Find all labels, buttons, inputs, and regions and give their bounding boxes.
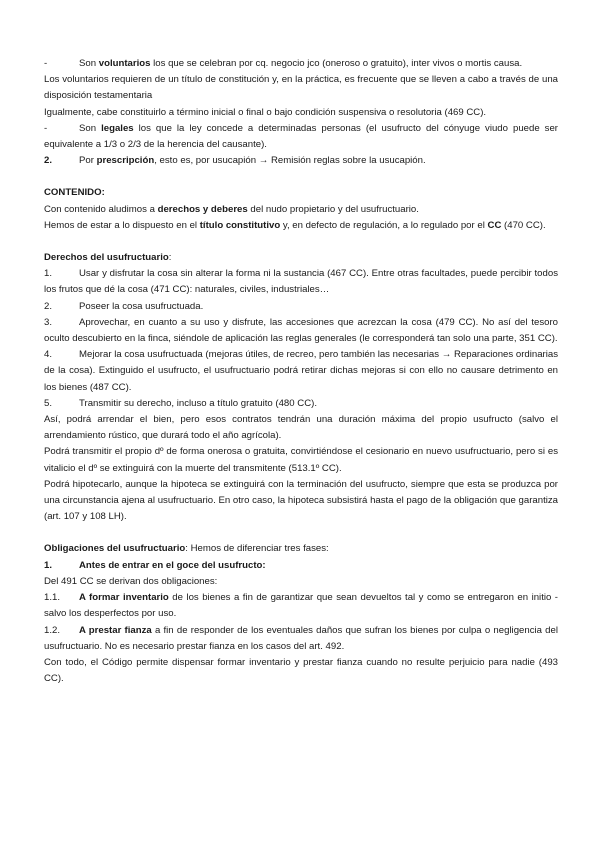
paragraph: Hemos de estar a lo dispuesto en el título constitutivo y, en defecto de regulación, a lo regulado por el CC (470 CC). xyxy=(44,219,546,231)
paragraph: Podrá hipotecarlo, aunque la hipoteca se extinguirá con la terminación del usufructo, siempre que esta se produzca por una circunstancia ajena al usufructuario. En otro caso, la hipoteca subsistirá hasta el pago de la obligación que garantiza (art. 107 y 108 LH). xyxy=(44,478,558,523)
section-heading-contenido: CONTENIDO: xyxy=(44,187,105,199)
list-item: - Son voluntarios los que se celebran por cq. negocio jco (oneroso o gratuito), inter vivos o mortis causa. xyxy=(44,56,558,72)
section-heading-derechos: Derechos del usufructuario: xyxy=(44,252,172,264)
list-marker: - xyxy=(44,122,48,134)
paragraph: Igualmente, cabe constituirlo a término inicial o final o bajo condición suspensiva o resolutoria (469 CC). xyxy=(44,106,487,118)
list-item: 4. Mejorar la cosa usufructuada (mejoras útiles, de recreo, pero también las necesarias → Reparaciones ordinarias de la cosa). Extinguido el usufructo, el usufructuario podrá retirar dichas mejoras si con ello no causare detrimento en los bienes (487 CC). xyxy=(44,349,558,393)
section-heading-obligaciones: Obligaciones del usufructuario: Hemos de diferenciar tres fases: xyxy=(44,543,329,555)
paragraph: Los voluntarios requieren de un título de constitución y, en la práctica, es frecuente que se lleven a cabo a través de una disposición testamentaria xyxy=(44,74,558,102)
document-page xyxy=(44,56,558,687)
list-marker: - xyxy=(44,58,48,69)
list-item: 1.1. A formar inventario de los bienes a fin de garantizar que sean devueltos tal y como se entregaron en initio - salvo los desperfectos por uso. xyxy=(44,592,559,620)
list-item: 1. Usar y disfrutar la cosa sin alterar la forma ni la sustancia (467 CC). Entre otras facultades, puede percibir todos los frutos que dé la cosa (471 CC): naturales, civiles, industriales… xyxy=(44,268,558,296)
paragraph: Con contenido aludimos a derechos y deberes del nudo propietario y del usufructuario. xyxy=(44,203,419,215)
list-item: 5. Transmitir su derecho, incluso a título gratuito (480 CC). xyxy=(44,397,317,409)
list-item: 2. Por prescripción, esto es, por usucapión → Remisión reglas sobre la usucapión. xyxy=(44,153,558,169)
list-item: 1.2. A prestar fianza a fin de responder de los eventuales daños que sufran los bienes por culpa o negligencia del usufructuario. No es necesario prestar fianza en los casos del art. 492. xyxy=(44,624,558,652)
list-item: 1. Antes de entrar en el goce del usufructo: xyxy=(44,559,266,571)
paragraph: Podrá transmitir el propio dº de forma onerosa o gratuita, convirtiéndose el cesionario en nuevo usufructuario, pero si es vitalicio el dº se extinguirá con la muerte del transmitente (513.1º CC). xyxy=(44,446,558,474)
list-marker: 2. xyxy=(44,155,53,167)
paragraph: Del 491 CC se derivan dos obligaciones: xyxy=(44,575,218,587)
list-item: 3. Aprovechar, en cuanto a su uso y disfrute, las accesiones que acrezcan la cosa (479 CC). No así del tesoro oculto descubierto en la finca, siéndole de aplicación las reglas generales (le corresponderá tan solo una parte, 351 CC). xyxy=(44,316,558,345)
paragraph: Así, podrá arrendar el bien, pero esos contratos tendrán una duración máxima del propio usufructo (salvo el arrendamiento rústico, que durará todo el año agrícola). xyxy=(44,414,558,442)
paragraph: Con todo, el Código permite dispensar formar inventario y prestar fianza cuando no resulte perjuicio para nadie (493 CC). xyxy=(44,656,558,685)
list-item: - Son legales los que la ley concede a determinadas personas (el usufructo del cónyuge viudo puede ser equivalente a 1/3 o 2/3 de la herencia del causante). xyxy=(44,122,558,151)
list-item: 2. Poseer la cosa usufructuada. xyxy=(44,300,204,312)
